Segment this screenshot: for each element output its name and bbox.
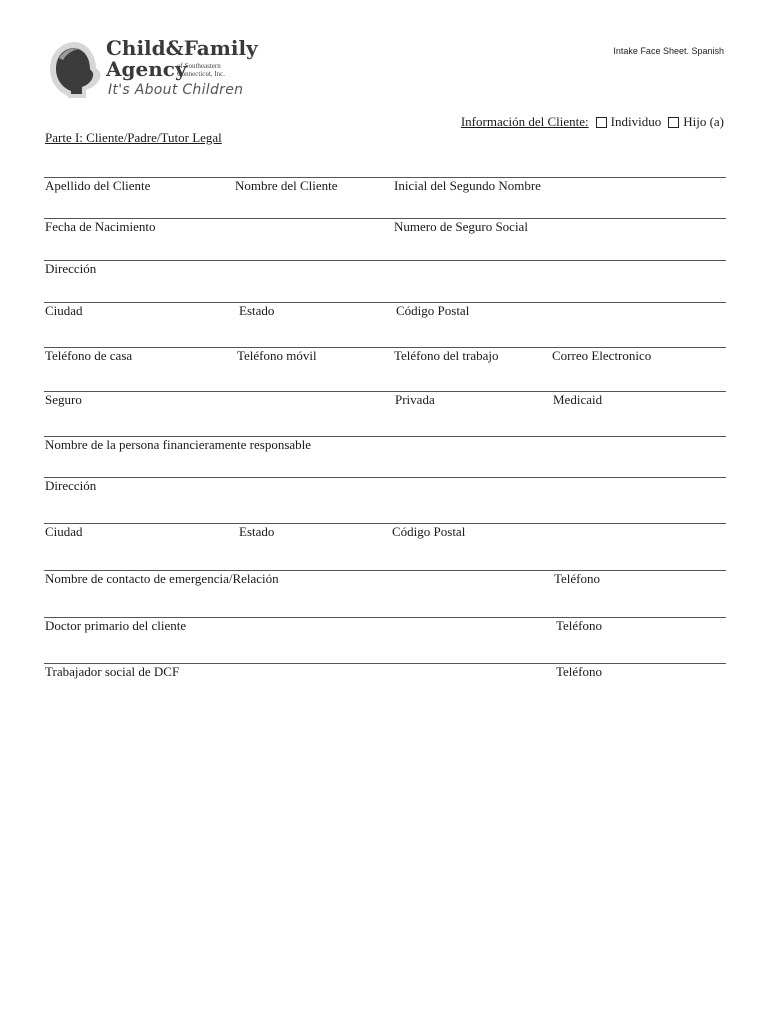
field-telefono-trabajo[interactable]: Teléfono del trabajo — [394, 348, 499, 363]
field-estado-2[interactable]: Estado — [239, 524, 275, 539]
field-telefono-movil[interactable]: Teléfono móvil — [237, 348, 317, 363]
field-nombre[interactable]: Nombre del Cliente — [235, 178, 338, 193]
form-row-address-2 — [44, 477, 726, 498]
form-row-responsible — [44, 436, 726, 457]
agency-logo — [46, 36, 258, 104]
field-telefono-doctor[interactable]: Teléfono — [556, 618, 603, 633]
field-ciudad-2[interactable]: Ciudad — [45, 524, 83, 539]
logo-wordmark-line2: Agency — [106, 57, 187, 81]
field-direccion-2[interactable]: Dirección — [45, 478, 97, 493]
part-title: Parte I: Cliente/Padre/Tutor Legal — [45, 130, 222, 145]
field-trabajador-dcf[interactable]: Trabajador social de DCF — [45, 664, 180, 679]
form-row-address — [44, 260, 726, 281]
option-hijo[interactable] — [666, 114, 724, 130]
option-individuo[interactable] — [594, 114, 662, 130]
field-seguro[interactable]: Seguro — [45, 392, 82, 407]
logo-subtitle: of Southeastern Connecticut, Inc. — [177, 62, 226, 78]
field-persona-responsable[interactable]: Nombre de la persona financieramente responsable — [45, 437, 312, 452]
logo-tagline: It's About Children — [108, 82, 244, 98]
form-row-birth-ssn — [44, 218, 726, 239]
child-profile-logo-icon — [46, 38, 106, 102]
field-apellido[interactable]: Apellido del Cliente — [45, 178, 151, 193]
option-label: Individuo — [610, 114, 662, 129]
field-fecha-nacimiento[interactable]: Fecha de Nacimiento — [45, 219, 156, 234]
form-row-name — [44, 177, 726, 198]
field-medicaid[interactable]: Medicaid — [553, 392, 603, 407]
field-telefono-dcf[interactable]: Teléfono — [556, 664, 603, 679]
field-ciudad[interactable]: Ciudad — [45, 303, 83, 318]
document-tag: Intake Face Sheet. Spanish — [613, 46, 724, 56]
field-privada[interactable]: Privada — [395, 392, 435, 407]
client-info-selector — [461, 114, 724, 130]
field-seguro-social[interactable]: Numero de Seguro Social — [394, 219, 528, 234]
form-row-emergency — [44, 570, 726, 591]
field-correo[interactable]: Correo Electronico — [552, 348, 652, 363]
option-label: Hijo (a) — [683, 114, 724, 129]
field-inicial[interactable]: Inicial del Segundo Nombre — [394, 178, 541, 193]
client-info-title: Información del Cliente: — [460, 114, 589, 129]
form-row-doctor — [44, 617, 726, 638]
form-row-phones — [44, 347, 726, 368]
form-row-dcf — [44, 663, 726, 684]
field-codigo-postal[interactable]: Código Postal — [396, 303, 470, 318]
field-telefono-emergencia[interactable]: Teléfono — [554, 571, 601, 586]
field-codigo-postal-2[interactable]: Código Postal — [392, 524, 466, 539]
logo-wordmark-line1: Child&Family — [106, 36, 258, 60]
form-row-city-2 — [44, 523, 726, 544]
field-estado[interactable]: Estado — [239, 303, 275, 318]
form-row-city — [44, 302, 726, 323]
form-row-insurance — [44, 391, 726, 412]
field-doctor-primario[interactable]: Doctor primario del cliente — [45, 618, 187, 633]
field-direccion[interactable]: Dirección — [45, 261, 97, 276]
field-contacto-emergencia[interactable]: Nombre de contacto de emergencia/Relación — [45, 571, 279, 586]
checkbox-hijo[interactable] — [668, 117, 679, 128]
checkbox-individuo[interactable] — [596, 117, 607, 128]
field-telefono-casa[interactable]: Teléfono de casa — [45, 348, 133, 363]
